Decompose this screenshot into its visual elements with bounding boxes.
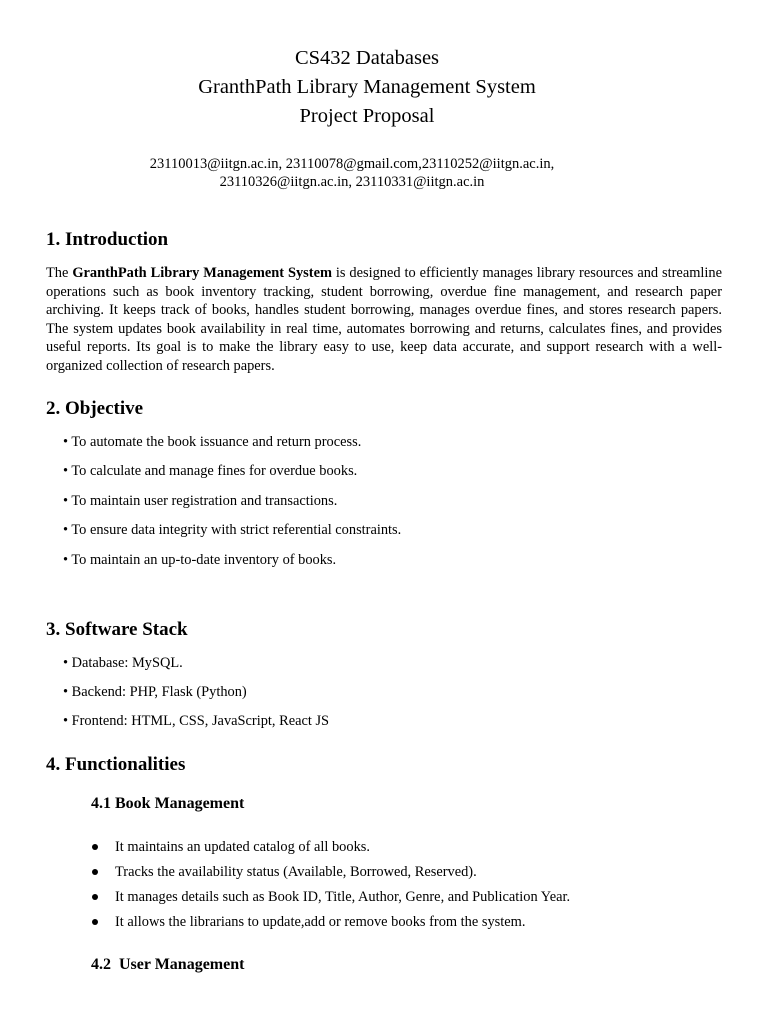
list-item bbox=[92, 913, 570, 938]
objective-heading: 2. Objective bbox=[46, 398, 144, 419]
title-block bbox=[0, 44, 734, 131]
list-item-text: It allows the librarians to update,add or remove books from the system. bbox=[115, 914, 526, 930]
intro-lead: The bbox=[46, 265, 73, 281]
list-item bbox=[92, 838, 570, 863]
system-name: GranthPath Library Management System bbox=[72, 265, 332, 281]
list-item: • Backend: PHP, Flask (Python) bbox=[63, 684, 247, 700]
list-item: • To maintain an up-to-date inventory of books. bbox=[63, 551, 337, 568]
user-management-heading: 4.2 User Management bbox=[91, 956, 245, 973]
author-emails bbox=[0, 155, 704, 191]
introduction-heading: 1. Introduction bbox=[46, 229, 169, 250]
list-item: • Database: MySQL. bbox=[63, 655, 183, 671]
book-management-heading: 4.1 Book Management bbox=[91, 795, 245, 812]
list-item: • Frontend: HTML, CSS, JavaScript, React JS bbox=[63, 713, 330, 729]
software-stack-heading: 3. Software Stack bbox=[46, 619, 188, 640]
bullet-dot-icon bbox=[92, 894, 98, 900]
bullet-dot-icon bbox=[92, 869, 98, 875]
project-title: GranthPath Library Management System bbox=[198, 76, 536, 98]
objective-list bbox=[63, 433, 401, 580]
list-item: • To maintain user registration and transactions. bbox=[63, 492, 338, 509]
book-management-list bbox=[92, 838, 570, 938]
list-item: • To calculate and manage fines for overdue books. bbox=[63, 463, 358, 480]
list-item: • To automate the book issuance and return process. bbox=[63, 434, 362, 450]
emails-line-2: 23110326@iitgn.ac.in, 23110331@iitgn.ac.in bbox=[219, 174, 485, 190]
list-item bbox=[92, 888, 570, 913]
list-item bbox=[92, 863, 570, 888]
emails-line-1: 23110013@iitgn.ac.in, 23110078@gmail.com,23110252@iitgn.ac.in, bbox=[149, 156, 555, 172]
intro-body: is designed to efficiently manages library resources and streamline operations such as book inventory tracking, student borrowing, overdue fine management, and research paper archiving. It keeps track of books, handles student borrowing, manages overdue fines, and stores research papers. The system updates book availability in real time, automates borrowing and returns, calculates fines, and provides useful reports. Its goal is to make the library easy to use, keep data accurate, and support research with a well-organized collection of research papers. bbox=[46, 265, 722, 374]
bullet-dot-icon bbox=[92, 919, 98, 925]
software-stack-list bbox=[63, 654, 329, 741]
list-item-text: It maintains an updated catalog of all books. bbox=[115, 839, 370, 855]
list-item: • To ensure data integrity with strict referential constraints. bbox=[63, 522, 402, 539]
bullet-dot-icon bbox=[92, 844, 98, 850]
introduction-paragraph bbox=[46, 264, 722, 376]
document-type: Project Proposal bbox=[299, 105, 435, 127]
list-item-text: Tracks the availability status (Available, Borrowed, Reserved). bbox=[115, 864, 477, 880]
course-title: CS432 Databases bbox=[294, 47, 440, 69]
functionalities-heading: 4. Functionalities bbox=[46, 754, 186, 775]
list-item-text: It manages details such as Book ID, Title, Author, Genre, and Publication Year. bbox=[115, 889, 571, 905]
